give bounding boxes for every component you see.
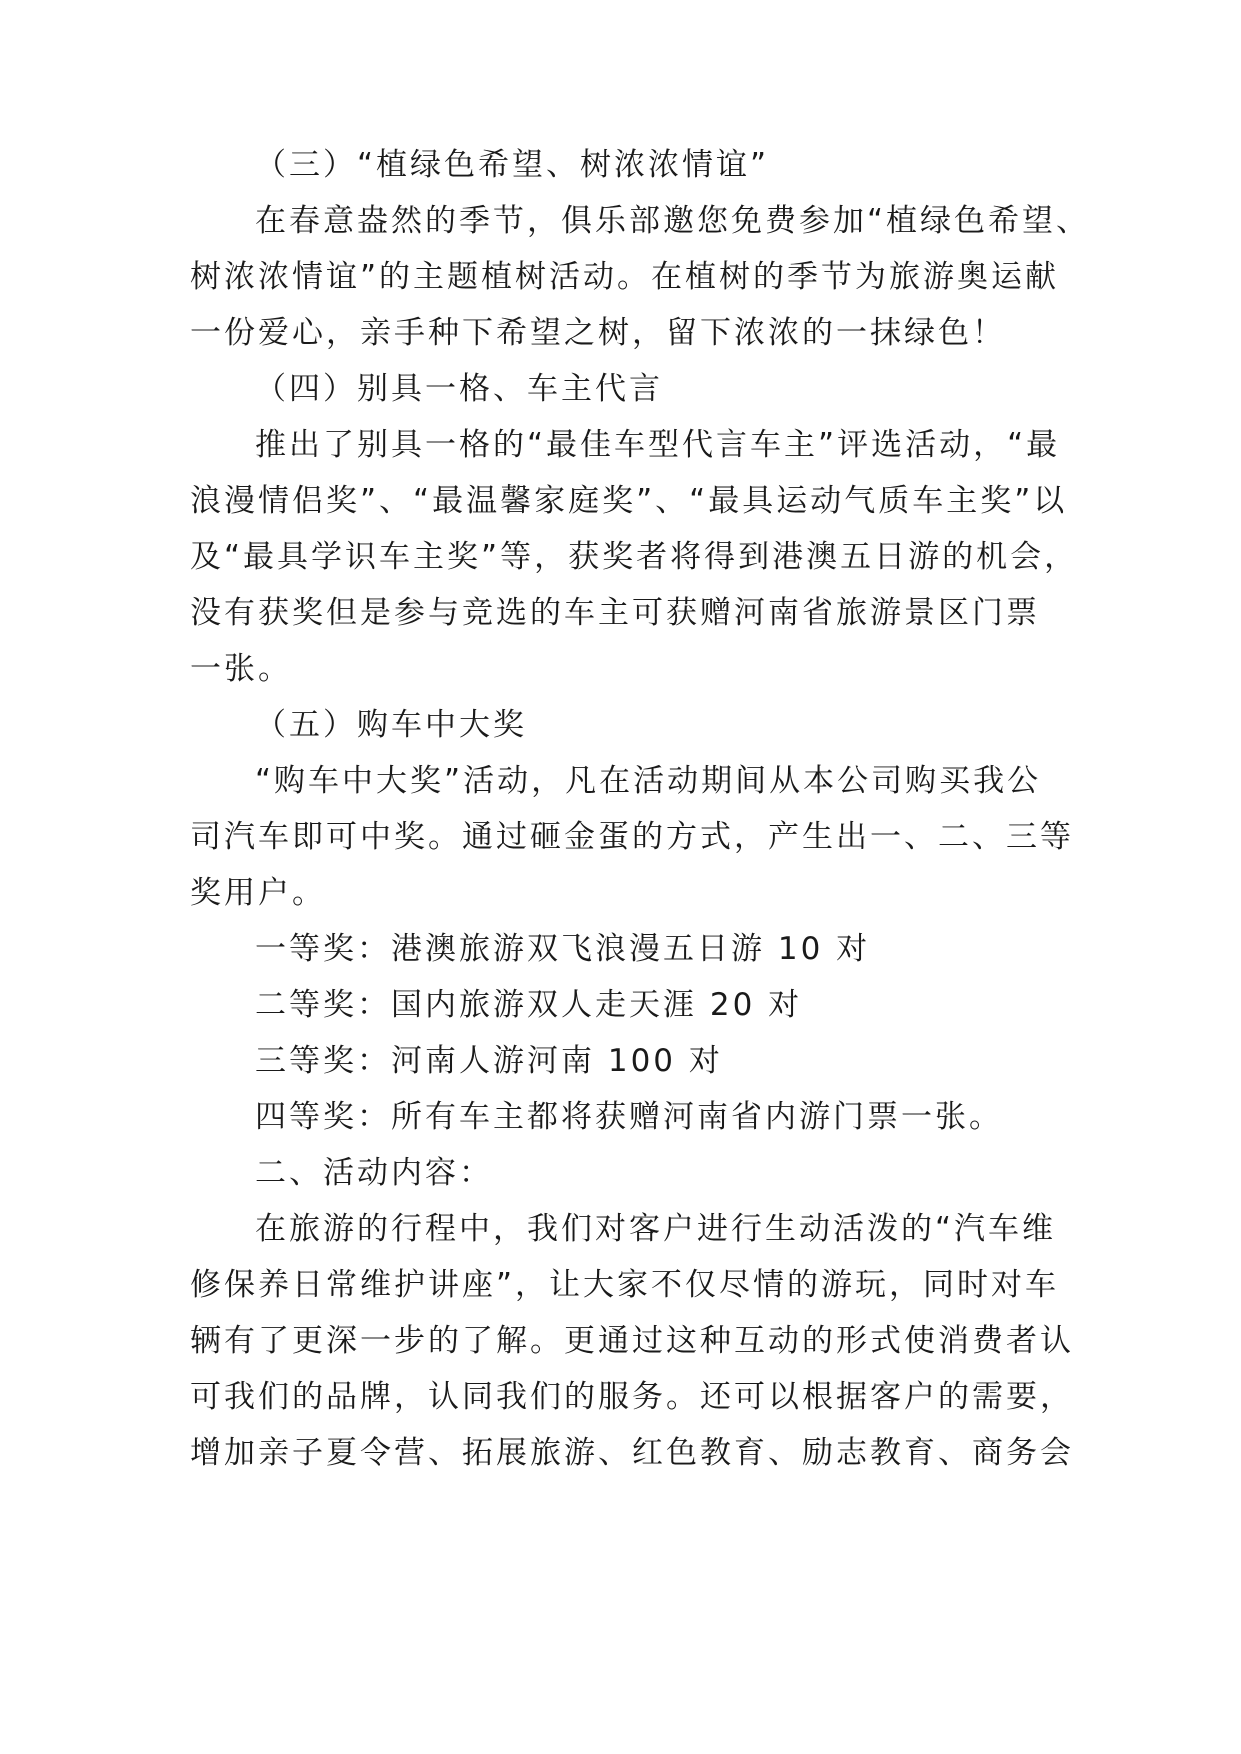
section-heading-activity-content: 二、活动内容：	[255, 1155, 493, 1191]
paragraph-line: 及“最具学识车主奖”等，获奖者将得到港澳五日游的机会，	[190, 539, 1079, 575]
paragraph-line: 奖用户。	[190, 875, 326, 911]
paragraph-line: 推出了别具一格的“最佳车型代言车主”评选活动，“最	[255, 427, 1061, 463]
paragraph-line: 在旅游的行程中，我们对客户进行生动活泼的“汽车维	[255, 1211, 1057, 1247]
paragraph-line: 辆有了更深一步的了解。更通过这种互动的形式使消费者认	[190, 1323, 1074, 1359]
prize-second: 二等奖：国内旅游双人走天涯 20 对	[255, 987, 803, 1023]
paragraph-line: 一张。	[190, 651, 292, 687]
paragraph-line: 浪漫情侣奖”、“最温馨家庭奖”、“最具运动气质车主奖”以	[190, 483, 1068, 519]
prize-first: 一等奖：港澳旅游双飞浪漫五日游 10 对	[255, 931, 871, 967]
paragraph-line: 一份爱心，亲手种下希望之树，留下浓浓的一抹绿色！	[190, 315, 1006, 351]
prize-fourth: 四等奖：所有车主都将获赠河南省内游门票一张。	[255, 1099, 1003, 1135]
paragraph-line: “购车中大奖”活动，凡在活动期间从本公司购买我公	[255, 763, 1042, 799]
section-heading-3: （三）“植绿色希望、树浓浓情谊”	[255, 147, 770, 183]
section-heading-5: （五）购车中大奖	[255, 707, 527, 743]
paragraph-line: 在春意盎然的季节，俱乐部邀您免费参加“植绿色希望、	[255, 203, 1091, 239]
section-heading-4: （四）别具一格、车主代言	[255, 371, 663, 407]
paragraph-line: 可我们的品牌，认同我们的服务。还可以根据客户的需要，	[190, 1379, 1074, 1415]
paragraph-line: 司汽车即可中奖。通过砸金蛋的方式，产生出一、二、三等	[190, 819, 1074, 855]
paragraph-line: 增加亲子夏令营、拓展旅游、红色教育、励志教育、商务会	[190, 1435, 1074, 1471]
paragraph-line: 树浓浓情谊”的主题植树活动。在植树的季节为旅游奥运献	[190, 259, 1060, 295]
prize-third: 三等奖：河南人游河南 100 对	[255, 1043, 723, 1079]
paragraph-line: 没有获奖但是参与竞选的车主可获赠河南省旅游景区门票	[190, 595, 1040, 631]
paragraph-line: 修保养日常维护讲座”，让大家不仅尽情的游玩，同时对车	[190, 1267, 1060, 1303]
